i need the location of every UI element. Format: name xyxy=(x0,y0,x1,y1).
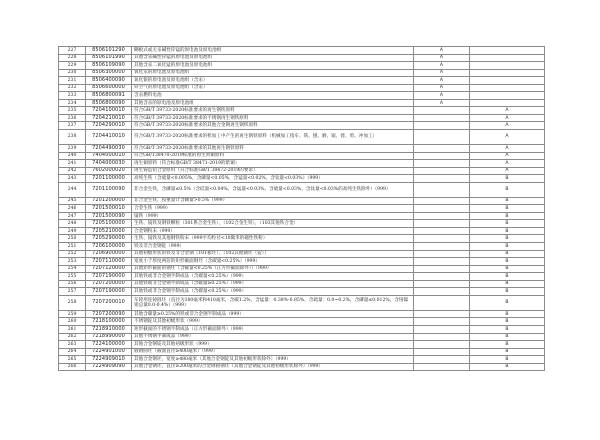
category-a-cell: A xyxy=(414,54,470,62)
hs-code-cell: 8506109090 xyxy=(86,62,132,70)
description-cell: 再生铜原料（符合标准GB/T 38471-2019的紫铜） xyxy=(132,160,414,168)
category-a-cell xyxy=(414,175,470,183)
category-a-cell xyxy=(414,265,470,273)
row-number-cell: 254 xyxy=(59,265,86,273)
table-row xyxy=(59,325,545,333)
table-row xyxy=(59,273,545,281)
row-number-cell: 238 xyxy=(59,130,86,145)
category-a-cell xyxy=(414,341,470,349)
hs-code-cell: 7218100000 xyxy=(86,318,132,326)
hs-code-cell: 7205290000 xyxy=(86,235,132,243)
row-number-cell: 257 xyxy=(59,288,86,296)
category-a-cell xyxy=(414,273,470,281)
category-a-cell xyxy=(414,167,470,175)
category-a-cell: A xyxy=(414,69,470,77)
row-number-cell: 239 xyxy=(59,145,86,153)
description-cell: 符合GB/T 39733-2020标准要求的其他合金钢再生钢铁原料 xyxy=(132,122,414,130)
category-a-cell xyxy=(414,160,470,168)
table-row xyxy=(59,265,545,273)
description-cell: 其他合金钢锭及其他初级形状（999） xyxy=(132,341,414,349)
category-a-cell xyxy=(414,235,470,243)
row-number-cell: 234 xyxy=(59,99,86,107)
category-b-cell xyxy=(470,84,545,92)
hs-code-cell: 7207200000 xyxy=(86,280,132,288)
description-cell: 锌空气的原电池及原电池组（含汞） xyxy=(132,84,414,92)
table-row xyxy=(59,122,545,130)
row-number-cell: 242 xyxy=(59,167,86,175)
table-row xyxy=(59,47,545,55)
category-b-cell: A xyxy=(470,160,545,168)
category-b-cell: A xyxy=(470,130,545,145)
description-cell: 其他铁或非合金钢半制成品（含碳量≥0.25%）（999） xyxy=(132,280,414,288)
category-a-cell xyxy=(414,310,470,318)
table-row xyxy=(59,258,545,266)
hs-code-cell: 7206100000 xyxy=(86,243,132,251)
hs-code-cell: 7207190000 xyxy=(86,288,132,296)
hs-code-cell: 7201100000 xyxy=(86,175,132,183)
category-b-cell: B xyxy=(470,348,545,356)
row-number-cell: 265 xyxy=(59,356,86,364)
table-row xyxy=(59,243,545,251)
table-row xyxy=(59,182,545,197)
row-number-cell: 256 xyxy=(59,280,86,288)
category-a-cell xyxy=(414,114,470,122)
hs-code-cell: 7404000030 xyxy=(86,160,132,168)
hs-code-cell: 7207190000 xyxy=(86,273,132,281)
category-b-cell: B xyxy=(470,318,545,326)
hs-code-cell: 7404000010 xyxy=(86,152,132,160)
hs-code-cell: 7201500010 xyxy=(86,205,132,213)
category-a-cell xyxy=(414,280,470,288)
category-b-cell: B xyxy=(470,280,545,288)
category-b-cell: B xyxy=(470,265,545,273)
category-b-cell: B xyxy=(470,220,545,228)
row-number-cell: 230 xyxy=(59,69,86,77)
table-row xyxy=(59,197,545,205)
category-a-cell: A xyxy=(414,77,470,85)
category-b-cell: B xyxy=(470,227,545,235)
hs-code-cell: 7218910000 xyxy=(86,325,132,333)
category-a-cell: A xyxy=(414,47,470,55)
table-row xyxy=(59,114,545,122)
category-b-cell: A xyxy=(470,122,545,130)
hs-code-cell: 7205210000 xyxy=(86,227,132,235)
row-number-cell: 236 xyxy=(59,114,86,122)
description-cell: 锻钢圆坯（截面直径≥400毫米）（999） xyxy=(132,348,414,356)
hs-code-cell: 7224100000 xyxy=(86,341,132,349)
table-row xyxy=(59,160,545,168)
goods-catalogue-table xyxy=(58,46,545,371)
description-cell: 符合GB/T 39733-2020标准要求的再生钢铁原料 xyxy=(132,107,414,115)
hs-code-cell: 7204490030 xyxy=(86,145,132,153)
description-cell: 符合GB/T 39733-2020标准要求的其他再生钢铁原料 xyxy=(132,145,414,153)
category-b-cell: B xyxy=(470,197,545,205)
hs-code-cell: 7204210010 xyxy=(86,114,132,122)
description-cell: 车轮用连铸圆坯（直径为380毫米和410毫米，含碳1.2%，含锰量：0.38%-0.85%，含硫量：0.0~0.2%，含磷量≤0.012%，含铬镍钼总量0.0-0.4%）（999） xyxy=(132,295,414,310)
category-b-cell xyxy=(470,92,545,100)
category-a-cell: A xyxy=(414,62,470,70)
category-a-cell xyxy=(414,318,470,326)
table-row xyxy=(59,175,545,183)
row-number-cell: 258 xyxy=(59,295,86,310)
description-cell: 氧化汞的原电池及原电池组 xyxy=(132,69,414,77)
hs-code-cell: 8506600000 xyxy=(86,84,132,92)
category-a-cell xyxy=(414,145,470,153)
hs-code-cell: 8506101290 xyxy=(86,47,132,55)
category-a-cell xyxy=(414,243,470,251)
row-number-cell: 264 xyxy=(59,348,86,356)
category-a-cell xyxy=(414,288,470,296)
description-cell: 其他合金钢坯，直径≥200毫米的合金钢圆钢坯（其他合金钢锭及其他初级形状除外）（999） xyxy=(132,363,414,371)
table-row xyxy=(59,295,545,310)
row-number-cell: 266 xyxy=(59,363,86,371)
table-row xyxy=(59,356,545,364)
category-a-cell xyxy=(414,325,470,333)
category-b-cell: A xyxy=(470,114,545,122)
description-cell: 其他含碳量≥0.25%的铁或非合金钢半制成品（999） xyxy=(132,310,414,318)
hs-code-cell: 8506800090 xyxy=(86,99,132,107)
category-a-cell: A xyxy=(414,84,470,92)
row-number-cell: 262 xyxy=(59,333,86,341)
category-b-cell xyxy=(470,47,545,55)
row-number-cell: 247 xyxy=(59,212,86,220)
category-b-cell: B xyxy=(470,175,545,183)
category-b-cell: B xyxy=(470,310,545,318)
table-row xyxy=(59,205,545,213)
hs-code-cell: 7224909090 xyxy=(86,363,132,371)
category-a-cell xyxy=(414,130,470,145)
category-a-cell xyxy=(414,348,470,356)
category-a-cell xyxy=(414,197,470,205)
table-row xyxy=(59,167,545,175)
category-b-cell xyxy=(470,54,545,62)
row-number-cell: 241 xyxy=(59,160,86,168)
row-number-cell: 246 xyxy=(59,205,86,213)
hs-code-cell: 7224901000 xyxy=(86,348,132,356)
hs-code-cell: 8506101990 xyxy=(86,54,132,62)
description-cell: 其他铁或非合金钢半制成品（含碳量<0.25%）（999） xyxy=(132,288,414,296)
description-cell: 宽度小于厚度两倍的矩形截面钢坯（含碳量<0.25%）（999） xyxy=(132,258,414,266)
row-number-cell: 232 xyxy=(59,84,86,92)
category-a-cell xyxy=(414,205,470,213)
table-row xyxy=(59,54,545,62)
category-b-cell: A xyxy=(470,167,545,175)
description-cell: 不锈钢锭及其他初级形状（999） xyxy=(132,318,414,326)
row-number-cell: 260 xyxy=(59,318,86,326)
category-b-cell: A xyxy=(470,152,545,160)
table-row xyxy=(59,107,545,115)
category-b-cell: B xyxy=(470,295,545,310)
description-cell: 高纯生铁（含硫量<0.005%，含磷量<0.05%，含锰量<0.02%，含钛量<0.03%）（999） xyxy=(132,175,414,183)
category-a-cell xyxy=(414,295,470,310)
table-row xyxy=(59,77,545,85)
hs-code-cell: 7201100090 xyxy=(86,182,132,197)
hs-code-cell: 8506300000 xyxy=(86,69,132,77)
description-cell: 符合GB/T 39733-2020标准要求的不锈钢再生钢铁原料 xyxy=(132,114,414,122)
category-b-cell: B xyxy=(470,333,545,341)
row-number-cell: 231 xyxy=(59,77,86,85)
category-a-cell xyxy=(414,212,470,220)
table-row xyxy=(59,227,545,235)
category-b-cell: B xyxy=(470,356,545,364)
table-row xyxy=(59,250,545,258)
hs-code-cell: 7207200010 xyxy=(86,295,132,310)
row-number-cell: 240 xyxy=(59,152,86,160)
row-number-cell: 255 xyxy=(59,273,86,281)
description-cell: 其他矩形截面的钢坯（含碳量<0.25%（正方形截面除外））（999） xyxy=(132,265,414,273)
table-row xyxy=(59,280,545,288)
row-number-cell: 245 xyxy=(59,197,86,205)
table-row xyxy=(59,318,545,326)
row-number-cell: 237 xyxy=(59,122,86,130)
category-b-cell xyxy=(470,69,545,77)
description-cell: 生铁、镜铁及钢铁颗粒（301系合金生铁），（102合金生铁），（103其他铁合金） xyxy=(132,220,414,228)
table-row xyxy=(59,341,545,349)
category-a-cell xyxy=(414,122,470,130)
description-cell: 矩形截面的不锈钢半制成品（正方形截面除外）（999） xyxy=(132,325,414,333)
category-a-cell: A xyxy=(414,99,470,107)
category-a-cell xyxy=(414,227,470,235)
description-cell: 其他含汞碱性锌锰的原电池及原电池组 xyxy=(132,54,414,62)
row-number-cell: 233 xyxy=(59,92,86,100)
table-row xyxy=(59,212,545,220)
row-number-cell: 229 xyxy=(59,62,86,70)
description-cell: 合金钢粉末（999） xyxy=(132,227,414,235)
row-number-cell: 250 xyxy=(59,235,86,243)
category-b-cell: B xyxy=(470,182,545,197)
description-cell: 再生铸造铝合金原料（符合标准GB/T 38472-2019的要求） xyxy=(132,167,414,175)
row-number-cell: 227 xyxy=(59,47,86,55)
description-cell: 铁及非合金钢锭（999） xyxy=(132,243,414,251)
category-b-cell: B xyxy=(470,258,545,266)
description-cell: 镜铁（999） xyxy=(132,212,414,220)
hs-code-cell: 7224909010 xyxy=(86,356,132,364)
row-number-cell: 243 xyxy=(59,175,86,183)
category-a-cell xyxy=(414,333,470,341)
category-a-cell: A xyxy=(414,92,470,100)
category-b-cell xyxy=(470,77,545,85)
table-row xyxy=(59,288,545,296)
category-b-cell: B xyxy=(470,341,545,349)
table-row xyxy=(59,363,545,371)
table-row xyxy=(59,333,545,341)
category-b-cell: B xyxy=(470,250,545,258)
category-b-cell: B xyxy=(470,243,545,251)
row-number-cell: 228 xyxy=(59,54,86,62)
hs-code-cell: 7205100000 xyxy=(86,220,132,228)
row-number-cell: 251 xyxy=(59,243,86,251)
description-cell: 生铁、镜铁及其他钢铁粉末（999平均粒径<10微米的磁性铁粉） xyxy=(132,235,414,243)
hs-code-cell: 7204290010 xyxy=(86,122,132,130)
category-a-cell xyxy=(414,356,470,364)
category-b-cell: B xyxy=(470,363,545,371)
hs-code-cell: 7204100010 xyxy=(86,107,132,115)
row-number-cell: 261 xyxy=(59,325,86,333)
description-cell: 含汞燃料电池 xyxy=(132,92,414,100)
row-number-cell: 249 xyxy=(59,227,86,235)
table-row xyxy=(59,152,545,160)
row-number-cell: 248 xyxy=(59,220,86,228)
description-cell: 氧化银的原电池及原电池组（含汞） xyxy=(132,77,414,85)
category-b-cell: A xyxy=(470,145,545,153)
description-cell: 其他不锈钢半制成品（999） xyxy=(132,333,414,341)
description-cell: 其他初级形状的铁及非合金钢（101板坯），（102其他钢坯（锭）） xyxy=(132,250,414,258)
description-cell: 其他合金钢坯，宽度≥480毫米（其他合金钢锭及其他初级形状除外）（999） xyxy=(132,356,414,364)
row-number-cell: 253 xyxy=(59,258,86,266)
category-b-cell: B xyxy=(470,205,545,213)
table-row xyxy=(59,220,545,228)
hs-code-cell: 7201500090 xyxy=(86,212,132,220)
description-cell: 符合GB/T38470-2019标准的再生黄铜原料 xyxy=(132,152,414,160)
hs-code-cell: 7204410010 xyxy=(86,130,132,145)
category-a-cell xyxy=(414,250,470,258)
hs-code-cell: 8506400090 xyxy=(86,77,132,85)
category-b-cell xyxy=(470,62,545,70)
description-cell: 非合金生铁，含磷量≤0.5%（含硅量<0.04%、含锰量<0.03%、含硫量<0.03%、含钛量<0.03%的高纯生铁除外）（999） xyxy=(132,182,414,197)
table-row xyxy=(59,130,545,145)
hs-code-cell: 7218990000 xyxy=(86,333,132,341)
table-row xyxy=(59,145,545,153)
row-number-cell: 252 xyxy=(59,250,86,258)
row-number-cell: 259 xyxy=(59,310,86,318)
category-b-cell: B xyxy=(470,212,545,220)
category-a-cell xyxy=(414,258,470,266)
table-row xyxy=(59,99,545,107)
row-number-cell: 235 xyxy=(59,107,86,115)
description-cell: 符合GB/T 39733-2020标准要求的机加工中产生的再生钢铁原料（机械加工指车、铣、刨、磨、锯、锉、剪、冲加工） xyxy=(132,130,414,145)
description-cell: 其他含汞二氧化锰的原电池及原电池组 xyxy=(132,62,414,70)
category-b-cell: B xyxy=(470,273,545,281)
category-a-cell xyxy=(414,220,470,228)
description-cell: 合金生铁（999） xyxy=(132,205,414,213)
description-cell: 其他铁或非合金钢半制成品（含碳量<0.25%）（999） xyxy=(132,273,414,281)
category-b-cell xyxy=(470,99,545,107)
description-cell: 其他含汞的原电池及原电池组 xyxy=(132,99,414,107)
category-b-cell: A xyxy=(470,107,545,115)
table-row xyxy=(59,310,545,318)
category-a-cell xyxy=(414,152,470,160)
row-number-cell: 244 xyxy=(59,182,86,197)
hs-code-cell: 7602000020 xyxy=(86,167,132,175)
hs-code-cell: 7206900000 xyxy=(86,250,132,258)
table-row xyxy=(59,62,545,70)
category-a-cell xyxy=(414,107,470,115)
table-row xyxy=(59,84,545,92)
hs-code-cell: 7207200090 xyxy=(86,310,132,318)
table-row xyxy=(59,69,545,77)
table-row xyxy=(59,235,545,243)
hs-code-cell: 7207120000 xyxy=(86,265,132,273)
hs-code-cell: 7201200000 xyxy=(86,197,132,205)
category-a-cell xyxy=(414,363,470,371)
description-cell: 非合金生铁，按重量计含磷量>0.5%（999） xyxy=(132,197,414,205)
table-row xyxy=(59,348,545,356)
category-b-cell: B xyxy=(470,325,545,333)
hs-code-cell: 8506800091 xyxy=(86,92,132,100)
table-row xyxy=(59,92,545,100)
row-number-cell: 263 xyxy=(59,341,86,349)
category-a-cell xyxy=(414,182,470,197)
description-cell: 糊板式或无汞碱性锌锰的原电池及原电池组 xyxy=(132,47,414,55)
hs-code-cell: 7207110000 xyxy=(86,258,132,266)
category-b-cell: B xyxy=(470,288,545,296)
category-b-cell: B xyxy=(470,235,545,243)
